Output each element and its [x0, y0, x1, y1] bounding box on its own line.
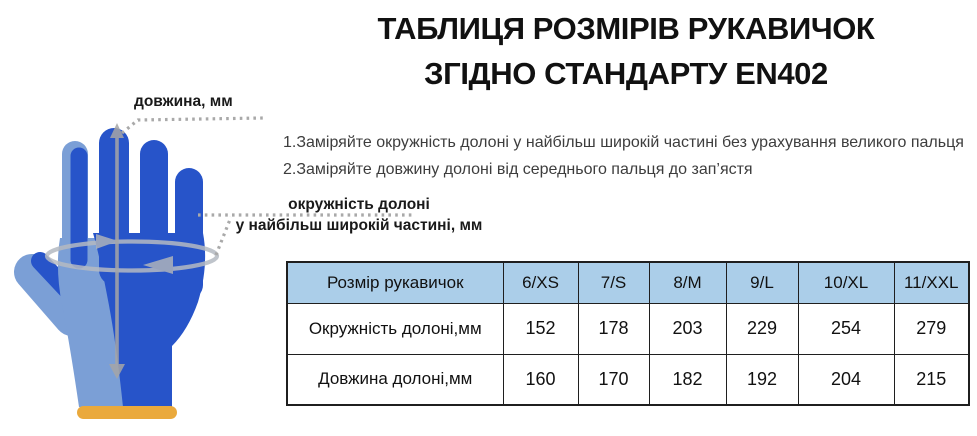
- circumference-label-line-1: окружність долоні: [288, 196, 430, 213]
- table-cell: 192: [726, 354, 798, 405]
- table-row-circumference: [287, 303, 969, 354]
- table-cell: 160: [503, 354, 578, 405]
- header-cell-10xl: 10/XL: [798, 262, 894, 303]
- table-cell: 182: [649, 354, 726, 405]
- length-label: довжина, мм: [134, 93, 233, 110]
- table-cell: 203: [649, 303, 726, 354]
- table-row-length: [287, 354, 969, 405]
- header-cell-6xs: 6/XS: [503, 262, 578, 303]
- header-cell-8m: 8/M: [649, 262, 726, 303]
- instruction-step-2: 2.Заміряйте довжину долоні від середнього пальця до зап’ястя: [283, 161, 753, 178]
- length-leader-line: [122, 118, 263, 133]
- table-cell: 254: [798, 303, 894, 354]
- header-cell-7s: 7/S: [578, 262, 649, 303]
- header-cell-9l: 9/L: [726, 262, 798, 303]
- table-cell: 152: [503, 303, 578, 354]
- size-table: [286, 261, 970, 406]
- table-cell: 204: [798, 354, 894, 405]
- page-title-line-2: ЗГІДНО СТАНДАРТУ EN402: [424, 56, 828, 91]
- glove-cuff: [77, 406, 177, 419]
- circumference-label: [226, 194, 492, 236]
- measuring-instructions: [283, 129, 973, 183]
- header-cell-size-label: Розмір рукавичок: [287, 262, 503, 303]
- instruction-step-1: 1.Заміряйте окружність долоні у найбільш широкій частині без урахування великого пальця: [283, 134, 964, 151]
- circumference-label-line-2: у найбільш широкій частині, мм: [235, 217, 483, 234]
- header-cell-11xxl: 11/XXL: [894, 262, 969, 303]
- row-label-circumference: Окружність долоні,мм: [287, 303, 503, 354]
- table-cell: 229: [726, 303, 798, 354]
- page-title: [280, 6, 972, 96]
- table-cell: 279: [894, 303, 969, 354]
- table-cell: 215: [894, 354, 969, 405]
- table-cell: 170: [578, 354, 649, 405]
- size-table-header-row: [287, 262, 969, 303]
- table-cell: 178: [578, 303, 649, 354]
- row-label-length: Довжина долоні,мм: [287, 354, 503, 405]
- page-title-line-1: ТАБЛИЦЯ РОЗМІРІВ РУКАВИЧОК: [377, 11, 875, 46]
